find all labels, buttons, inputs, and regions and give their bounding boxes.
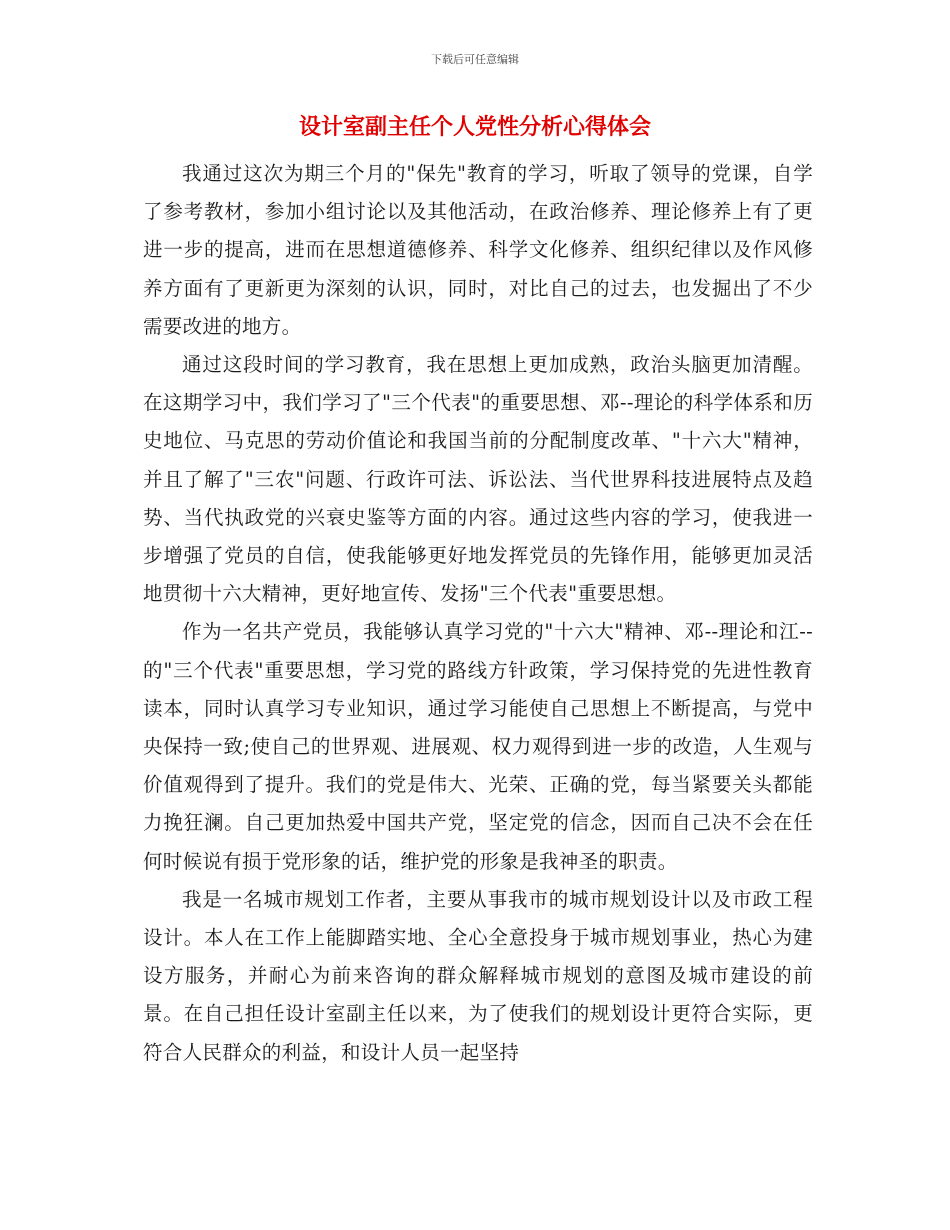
- paragraph-2: 通过这段时间的学习教育，我在思想上更加成熟，政治头脑更加清醒。在这期学习中，我们学习了"三个代表"的重要思想、邓--理论的科学体系和历史地位、马克思的劳动价值论和我国当前的分配制度改革、"十六大"精神，并且了解了"三农"问题、行政许可法、诉讼法、当代世界科技进展特点及趋势、当代执政党的兴衰史鉴等方面的内容。通过这些内容的学习，使我进一步增强了党员的自信，使我能够更好地发挥党员的先锋作用，能够更加灵活地贯彻十六大精神，更好地宣传、发扬"三个代表"重要思想。: [143, 353, 813, 606]
- document-title: 设计室副主任个人党性分析心得体会: [298, 115, 651, 140]
- document-body: [143, 155, 813, 1072]
- paragraph-1: 我通过这次为期三个月的"保先"教育的学习，听取了领导的党课，自学了参考教材，参加小组讨论以及其他活动，在政治修养、理论修养上有了更进一步的提高，进而在思想道德修养、科学文化修养、组织纪律以及作风修养方面有了更新更为深刻的认识，同时，对比自己的过去，也发掘出了不少需要改进的地方。: [143, 162, 813, 338]
- header-note: 下载后可任意编辑: [431, 53, 519, 66]
- paragraph-4: 我是一名城市规划工作者，主要从事我市的城市规划设计以及市政工程设计。本人在工作上能脚踏实地、全心全意投身于城市规划事业，热心为建设方服务，并耐心为前来咨询的群众解释城市规划的意图及城市建设的前景。在自己担任设计室副主任以来，为了使我们的规划设计更符合实际，更符合人民群众的利益，和设计人员一起坚持: [143, 887, 813, 1064]
- paragraph-3: 作为一名共产党员，我能够认真学习党的"十六大"精神、邓--理论和江--的"三个代表"重要思想，学习党的路线方针政策，学习保持党的先进性教育读本，同时认真学习专业知识，通过学习能使自己思想上不断提高，与党中央保持一致;使自己的世界观、进展观、权力观得到进一步的改造，人生观与价值观得到了提升。我们的党是伟大、光荣、正确的党，每当紧要关头都能力挽狂澜。自己更加热爱中国共产党，坚定党的信念，因而自己决不会在任何时候说有损于党形象的话，维护党的形象是我神圣的职责。: [143, 620, 813, 873]
